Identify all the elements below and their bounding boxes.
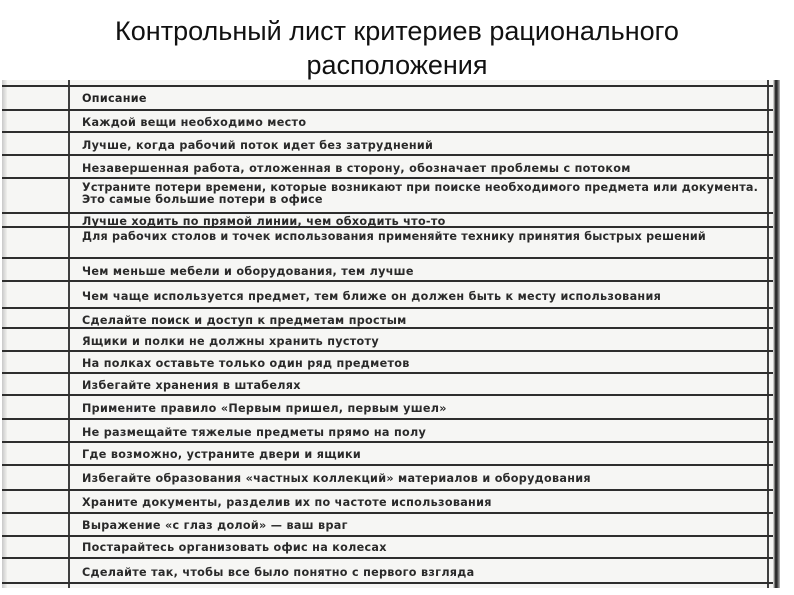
table-row — [2, 307, 773, 327]
table-cell: Незавершенная работа, отложенная в сторону, обозначает проблемы с потоком — [82, 162, 631, 175]
table-cell: Постарайтесь организовать офис на колесах — [82, 541, 387, 554]
table-cell: Избегайте образования «частных коллекций» материалов и оборудования — [82, 472, 591, 485]
table-cell: На полках оставьте только один ряд предметов — [82, 357, 410, 370]
table-row — [2, 350, 773, 372]
table-cell: Сделайте так, чтобы все было понятно с первого взгляда — [82, 566, 475, 579]
table-cell: Выражение «с глаз долой» — ваш враг — [82, 519, 348, 532]
table-header-row — [2, 85, 773, 109]
table-row — [2, 109, 773, 131]
table-row — [2, 257, 773, 280]
table-cell: Храните документы, разделив их по частоте использования — [82, 496, 492, 509]
table-row — [2, 372, 773, 394]
table-cell: Примените правило «Первым пришел, первым ушел» — [82, 402, 447, 415]
table-row — [2, 557, 773, 582]
table-row — [2, 226, 773, 257]
table-row — [2, 280, 773, 307]
table-cell: Устраните потери времени, которые возникают при поиске необходимого предмета или документа. Это самые большие потери в офисе — [82, 181, 759, 206]
table-bottom-border — [2, 582, 773, 584]
table-rows — [2, 80, 780, 588]
table-cell: Сделайте поиск и доступ к предметам простым — [82, 314, 407, 327]
table-cell: Ящики и полки не должны хранить пустоту — [82, 335, 379, 348]
table-row — [2, 489, 773, 512]
table-cell: Чем чаще используется предмет, тем ближе он должен быть к месту использования — [82, 290, 662, 303]
table-cell: Где возможно, устраните двери и ящики — [82, 448, 362, 461]
table-row — [2, 327, 773, 350]
table-row — [2, 177, 773, 212]
table-cell: Каждой вещи необходимо место — [82, 116, 307, 129]
scan-right-edge — [773, 80, 780, 588]
table-header-cell: Описание — [82, 92, 147, 105]
table-cell: Лучше ходить по прямой линии, чем обходить что-то — [82, 215, 446, 228]
table-row — [2, 418, 773, 441]
table-row — [2, 131, 773, 154]
table-cell: Не размещайте тяжелые предметы прямо на полу — [82, 426, 427, 439]
table-row — [2, 464, 773, 489]
table-cell: Для рабочих столов и точек использования применяйте технику принятия быстрых решений — [82, 230, 706, 243]
table-cell: Чем меньше мебели и оборудования, тем лучше — [82, 265, 414, 278]
slide-title — [0, 14, 794, 82]
table-cell: Избегайте хранения в штабелях — [82, 379, 301, 392]
table-row — [2, 154, 773, 177]
table-row — [2, 212, 773, 226]
table-row — [2, 441, 773, 464]
slide-title-line-2: расположения — [306, 50, 488, 80]
table-cell: Лучше, когда рабочий поток идет без затруднений — [82, 139, 434, 152]
slide-title-line-1: Контрольный лист критериев рационального — [115, 16, 679, 46]
scanned-checklist-table — [2, 80, 780, 588]
table-row — [2, 512, 773, 535]
table-row — [2, 535, 773, 557]
table-row — [2, 394, 773, 418]
